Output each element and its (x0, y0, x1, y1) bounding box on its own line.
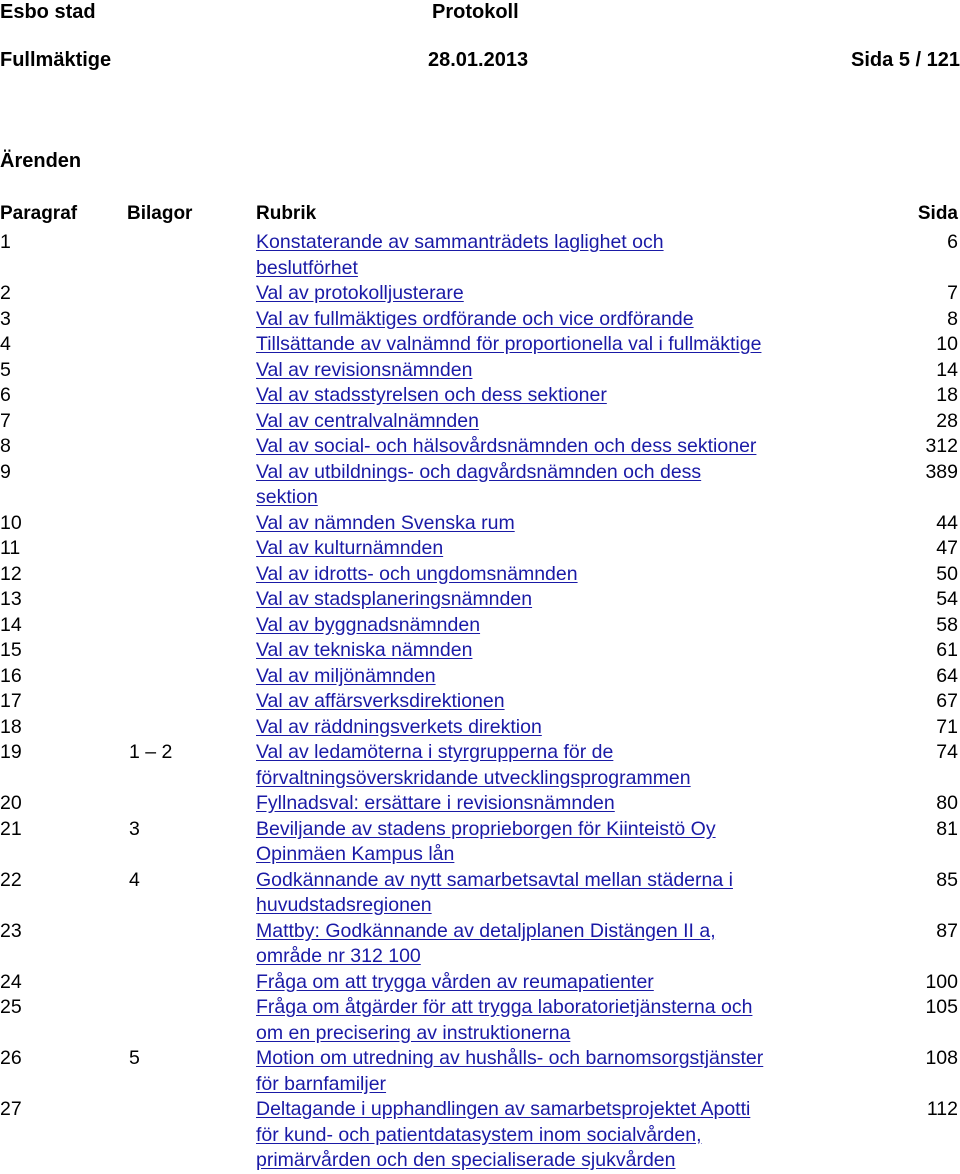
item-title-link[interactable] (256, 383, 607, 409)
page-reference: 112 (926, 1098, 958, 1120)
item-title-link[interactable] (256, 511, 515, 537)
section-title: Ärenden (0, 150, 82, 172)
table-row (0, 817, 960, 868)
item-title-line[interactable]: förvaltningsöverskridande utvecklingsprogrammen (256, 766, 691, 789)
agenda-table (0, 230, 960, 1174)
item-title-link[interactable] (256, 919, 716, 970)
item-title-link[interactable] (256, 638, 472, 664)
item-title-line[interactable]: Mattby: Godkännande av detaljplanen Distängen II a, (256, 919, 716, 942)
item-title-line[interactable]: Motion om utredning av hushålls- och barnomsorgstjänster (256, 1047, 764, 1069)
paragraph-number: 8 (0, 435, 11, 457)
paragraph-number: 10 (0, 511, 22, 534)
table-row (0, 536, 960, 562)
table-row (0, 1097, 960, 1174)
item-title-line[interactable]: Beviljande av stadens proprieborgen för Kiinteistö Oy (256, 817, 716, 840)
paragraph-number: 14 (0, 613, 22, 636)
item-title-link[interactable] (256, 715, 542, 741)
table-row (0, 613, 960, 639)
table-row (0, 664, 960, 690)
page-reference: 28 (936, 409, 958, 432)
item-title-line[interactable]: Fråga om åtgärder för att trygga laboratorietjänsterna och (256, 996, 753, 1018)
header-doc-type: Protokoll (432, 1, 519, 23)
paragraph-number: 27 (0, 1098, 22, 1120)
table-row (0, 358, 960, 384)
table-row (0, 970, 960, 996)
item-title-line[interactable]: Val av byggnadsnämnden (256, 613, 481, 636)
table-row (0, 511, 960, 537)
paragraph-number: 17 (0, 690, 22, 712)
table-row (0, 919, 960, 970)
item-title-link[interactable] (256, 817, 716, 868)
item-title-line[interactable]: sektion (256, 486, 318, 508)
paragraph-number: 12 (0, 562, 22, 585)
paragraph-number: 19 (0, 741, 22, 763)
paragraph-number: 21 (0, 817, 22, 840)
column-header-sida: Sida (917, 203, 958, 224)
item-title-link[interactable] (256, 562, 578, 588)
item-title-link[interactable] (256, 332, 761, 358)
page-reference: 67 (936, 690, 958, 712)
item-title-link[interactable] (256, 587, 532, 613)
page-reference: 105 (925, 996, 958, 1018)
item-title-line[interactable]: Val av affärsverksdirektionen (256, 690, 505, 712)
item-title-line[interactable]: Fråga om att trygga vården av reumapatienter (256, 970, 654, 993)
item-title-line[interactable]: Fyllnadsval: ersättare i revisionsnämnden (256, 792, 615, 814)
item-title-link[interactable] (256, 460, 701, 511)
page-reference: 389 (925, 460, 958, 483)
column-header-bilagor: Bilagor (127, 203, 193, 224)
item-title-line[interactable]: Val av revisionsnämnden (256, 358, 473, 381)
item-title-line[interactable]: Val av tekniska nämnden (256, 639, 473, 661)
table-row (0, 715, 960, 741)
item-title-line[interactable]: Val av protokolljusterare (256, 282, 464, 304)
item-title-line[interactable]: Val av centralvalnämnden (256, 409, 479, 432)
paragraph-number: 7 (0, 409, 11, 432)
item-title-link[interactable] (256, 1097, 750, 1174)
paragraph-number: 6 (0, 384, 11, 406)
item-title-link[interactable] (256, 536, 443, 562)
item-title-line[interactable]: Val av stadsstyrelsen och dess sektioner (256, 384, 607, 406)
page-reference: 100 (925, 970, 958, 993)
page-reference: 85 (936, 868, 958, 891)
page-reference: 108 (925, 1047, 958, 1069)
table-row (0, 740, 960, 791)
table-row (0, 460, 960, 511)
item-title-link[interactable] (256, 358, 472, 384)
paragraph-number: 26 (0, 1047, 22, 1069)
page-reference: 14 (936, 358, 958, 381)
attachment-number: 1 – 2 (129, 741, 173, 763)
paragraph-number: 13 (0, 588, 22, 610)
paragraph-number: 22 (0, 868, 22, 891)
item-title-link[interactable] (256, 970, 654, 996)
page-reference: 58 (936, 613, 958, 636)
paragraph-number: 1 (0, 231, 11, 253)
paragraph-number: 5 (0, 358, 11, 381)
item-title-link[interactable] (256, 740, 691, 791)
item-title-link[interactable] (256, 230, 664, 281)
paragraph-number: 3 (0, 307, 11, 330)
item-title-line[interactable]: om en precisering av instruktionerna (256, 1021, 571, 1044)
page-reference: 74 (936, 741, 958, 763)
paragraph-number: 15 (0, 639, 22, 661)
item-title-link[interactable] (256, 613, 480, 639)
page-reference: 312 (925, 435, 958, 457)
header-org: Esbo stad (0, 1, 96, 23)
table-row (0, 1046, 960, 1097)
paragraph-number: 4 (0, 333, 11, 355)
page-reference: 71 (936, 715, 958, 738)
table-row (0, 868, 960, 919)
table-row (0, 995, 960, 1046)
page-reference: 7 (947, 282, 958, 304)
column-header-paragraf: Paragraf (0, 203, 78, 224)
page-reference: 6 (947, 231, 958, 253)
page-reference: 80 (936, 792, 958, 814)
attachment-number: 5 (129, 1047, 140, 1069)
item-title-line[interactable]: Val av social- och hälsovårdsnämnden och dess sektioner (256, 435, 757, 457)
page-reference: 44 (936, 511, 958, 534)
item-title-link[interactable] (256, 281, 464, 307)
attachment-number: 3 (129, 817, 140, 840)
header-page-number: Sida 5 / 121 (851, 49, 960, 71)
paragraph-number: 23 (0, 919, 22, 942)
table-row (0, 434, 960, 460)
page-reference: 64 (936, 664, 958, 687)
item-title-link[interactable] (256, 868, 733, 919)
item-title-line[interactable]: område nr 312 100 (256, 945, 421, 967)
table-row (0, 332, 960, 358)
item-title-line[interactable]: Val av räddningsverkets direktion (256, 715, 542, 738)
item-title-link[interactable] (256, 409, 479, 435)
item-title-line[interactable]: Val av kulturnämnden (256, 537, 444, 559)
table-row (0, 307, 960, 333)
table-row (0, 230, 960, 281)
item-title-line[interactable]: Val av miljönämnden (256, 664, 436, 687)
item-title-line[interactable]: Val av stadsplaneringsnämnden (256, 588, 533, 610)
paragraph-number: 9 (0, 460, 11, 483)
item-title-line[interactable]: Godkännande av nytt samarbetsavtal mellan städerna i (256, 868, 733, 891)
page-reference: 81 (936, 817, 958, 840)
item-title-line[interactable]: för barnfamiljer (256, 1072, 387, 1095)
item-title-line[interactable]: Tillsättande av valnämnd för proportionella val i fullmäktige (256, 333, 762, 355)
item-title-link[interactable] (256, 434, 756, 460)
table-row (0, 383, 960, 409)
item-title-line[interactable]: Val av fullmäktiges ordförande och vice ordförande (256, 307, 694, 330)
item-title-line[interactable]: Val av idrotts- och ungdomsnämnden (256, 562, 578, 585)
page-reference: 87 (936, 919, 958, 942)
item-title-line[interactable]: Konstaterande av sammanträdets laglighet och (256, 231, 664, 253)
table-row (0, 562, 960, 588)
header-date: 28.01.2013 (428, 49, 529, 71)
column-header-rubrik: Rubrik (256, 203, 317, 224)
item-title-link[interactable] (256, 664, 436, 690)
table-row (0, 791, 960, 817)
table-row (0, 689, 960, 715)
attachment-number: 4 (129, 868, 140, 891)
item-title-line[interactable]: primärvården och den specialiserade sjukvården (256, 1149, 676, 1171)
item-title-line[interactable]: Opinmäen Kampus lån (256, 843, 455, 865)
item-title-line[interactable]: Val av ledamöterna i styrgrupperna för de (256, 741, 614, 763)
paragraph-number: 11 (0, 537, 21, 559)
table-row (0, 638, 960, 664)
paragraph-number: 25 (0, 996, 22, 1018)
item-title-link[interactable] (256, 1046, 763, 1097)
paragraph-number: 18 (0, 715, 22, 738)
item-title-link[interactable] (256, 689, 505, 715)
item-title-line[interactable]: beslutförhet (256, 256, 358, 279)
page-reference: 18 (936, 384, 958, 406)
item-title-line[interactable]: Deltagande i upphandlingen av samarbetsprojektet Apotti (256, 1098, 751, 1120)
page-reference: 54 (936, 588, 958, 610)
table-row (0, 281, 960, 307)
page-reference: 8 (947, 307, 958, 330)
table-row (0, 409, 960, 435)
item-title-line[interactable]: för kund- och patientdatasystem inom socialvården, (256, 1123, 702, 1146)
page-reference: 61 (936, 639, 958, 661)
page-reference: 47 (936, 537, 958, 559)
paragraph-number: 20 (0, 792, 22, 814)
paragraph-number: 16 (0, 664, 22, 687)
item-title-line[interactable]: huvudstadsregionen (256, 894, 432, 916)
item-title-line[interactable]: Val av nämnden Svenska rum (256, 511, 515, 534)
paragraph-number: 24 (0, 970, 22, 993)
item-title-link[interactable] (256, 995, 752, 1046)
page-reference: 50 (936, 562, 958, 585)
item-title-link[interactable] (256, 791, 615, 817)
table-row (0, 587, 960, 613)
page-reference: 10 (936, 333, 958, 355)
item-title-line[interactable]: Val av utbildnings- och dagvårdsnämnden och dess (256, 460, 702, 483)
item-title-link[interactable] (256, 307, 694, 333)
header-body-name: Fullmäktige (0, 49, 112, 71)
paragraph-number: 2 (0, 282, 11, 304)
